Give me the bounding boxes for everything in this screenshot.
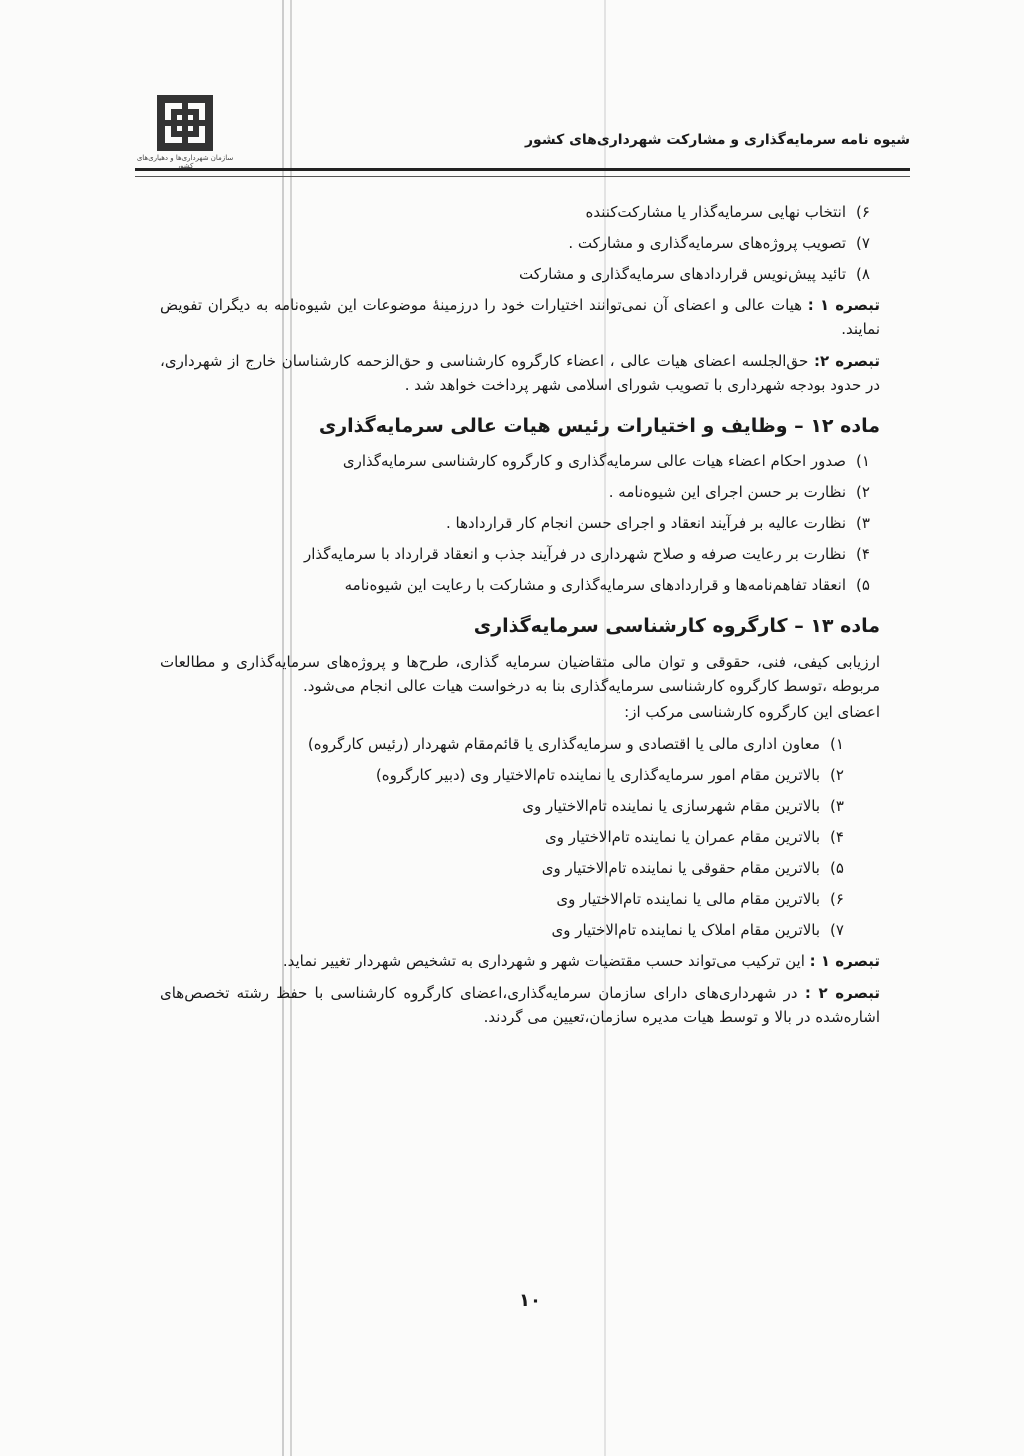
members-intro: اعضای این کارگروه کارشناسی مرکب از:: [624, 702, 880, 721]
list-item-number: ۶): [856, 203, 870, 221]
note-2: [160, 981, 880, 1029]
article-12-heading: ماده ۱۲ – وظایف و اختیارات رئیس هیات عالی سرمایه‌گذاری: [318, 415, 880, 437]
note-text: در شهرداری‌های دارای سازمان سرمایه‌گذاری،اعضای کارگروه کارشناسی با حفظ رشته تخصص‌های اشاره‌شده در بالا و توسط هیات مدیره سازمان،تعیین می گردند.: [160, 983, 880, 1026]
list-item-text: انتخاب نهایی سرمایه‌گذار یا مشارکت‌کننده: [585, 203, 846, 221]
list-item-text: معاون اداری مالی یا اقتصادی و سرمایه‌گذاری یا قائم‌مقام شهردار (رئیس کارگروه): [307, 734, 820, 753]
list-item-text: صدور احکام اعضاء هیات عالی سرمایه‌گذاری و کارگروه کارشناسی سرمایه‌گذاری: [342, 452, 846, 471]
organization-logo: [155, 93, 215, 153]
list-item: [160, 573, 880, 597]
article-12-list: [160, 449, 880, 597]
article-13-paragraph: ارزیابی کیفی، فنی، حقوقی و توان مالی متقاضیان سرمایه گذاری، طرح‌ها و پروژه‌های سرمایه‌گذاری و مطالعات مربوطه ،توسط کارگروه کارشناسی سرمایه‌گذاری بنا به درخواست هیات عالی انجام می‌شود.: [160, 652, 880, 695]
list-item-number: ۷): [856, 234, 870, 252]
page-header: [135, 88, 910, 180]
note-label: تبصره ۲:: [813, 352, 880, 370]
list-item-text: بالاترین مقام عمران یا نماینده تام‌الاختیار وی: [545, 827, 820, 846]
note-label: تبصره ۲ :: [804, 983, 880, 1002]
list-item-number: ۷): [830, 920, 844, 939]
note-1: [160, 293, 880, 341]
note-text: هیات عالی و اعضای آن نمی‌توانند اختیارات خود را درزمینهٔ موضوعات این شیوه‌نامه به دیگران تفویض نمایند.: [160, 296, 880, 338]
list-item-number: ۱): [856, 452, 870, 471]
note-1: [160, 949, 880, 973]
list-item: [160, 732, 880, 756]
list-item-text: نظارت بر رعایت صرفه و صلاح شهرداری در فرآیند جذب و انعقاد قرارداد با سرمایه‌گذار: [304, 545, 846, 564]
list-item-number: ۲): [856, 483, 870, 502]
list-item: [160, 887, 880, 911]
duties-list-continued: [160, 200, 880, 286]
article-13-heading: ماده ۱۳ – کارگروه کارشناسی سرمایه‌گذاری: [473, 615, 880, 638]
article-13-members-list: [160, 732, 880, 942]
list-item-text: بالاترین مقام امور سرمایه‌گذاری یا نماینده تام‌الاختیار وی (دبیر کارگروه): [375, 765, 820, 784]
list-item: [160, 200, 880, 224]
list-item-number: ۶): [830, 889, 844, 908]
logo-caption: سازمان شهرداری‌ها و دهیاری‌های کشور: [136, 154, 234, 170]
list-item-number: ۱): [830, 734, 844, 753]
page-content: [160, 200, 880, 1037]
list-item-text: بالاترین مقام حقوقی یا نماینده تام‌الاختیار وی: [541, 858, 820, 877]
list-item-number: ۸): [856, 265, 870, 283]
note-label: تبصره ۱ :: [807, 296, 880, 314]
list-item-text: بالاترین مقام مالی یا نماینده تام‌الاختیار وی: [556, 889, 820, 908]
list-item: [160, 825, 880, 849]
list-item: [160, 511, 880, 535]
list-item-text: بالاترین مقام شهرسازی یا نماینده تام‌الاختیار وی: [522, 796, 820, 815]
header-divider: [135, 168, 910, 177]
list-item: [160, 449, 880, 473]
list-item-text: تصویب پروژه‌های سرمایه‌گذاری و مشارکت .: [568, 234, 846, 252]
list-item: [160, 918, 880, 942]
list-item-text: نظارت بر حسن اجرای این شیوه‌نامه .: [608, 483, 846, 502]
list-item: [160, 856, 880, 880]
list-item: [160, 794, 880, 818]
note-2: [160, 349, 880, 397]
list-item-text: تائید پیش‌نویس قراردادهای سرمایه‌گذاری و مشارکت: [519, 265, 846, 283]
note-text: حق‌الجلسه اعضای هیات عالی ، اعضاء کارگروه کارشناسی و حق‌الزحمه کارشناسان خارج از شهرداری، در حدود بودجه شهرداری با تصویب شورای اسلامی شهر پرداخت خواهد شد .: [160, 352, 880, 394]
list-item-number: ۴): [830, 827, 844, 846]
list-item-number: ۵): [856, 576, 870, 595]
list-item-text: بالاترین مقام املاک یا نماینده تام‌الاختیار وی: [551, 920, 820, 939]
list-item: [160, 542, 880, 566]
page-number: ۱۰: [519, 1290, 541, 1311]
list-item: [160, 231, 880, 255]
list-item: [160, 480, 880, 504]
list-item-number: ۳): [856, 514, 870, 533]
list-item-number: ۳): [830, 796, 844, 815]
list-item-text: نظارت عالیه بر فرآیند انعقاد و اجرای حسن انجام کار قراردادها .: [446, 514, 846, 533]
list-item-number: ۴): [856, 545, 870, 564]
list-item: [160, 763, 880, 787]
note-label: تبصره ۱ :: [809, 951, 880, 970]
note-text: این ترکیب می‌تواند حسب مقتضیات شهر و شهرداری به تشخیص شهردار تغییر نماید.: [282, 951, 805, 970]
list-item-number: ۵): [830, 858, 844, 877]
list-item-text: انعقاد تفاهم‌نامه‌ها و قراردادهای سرمایه‌گذاری و مشارکت با رعایت این شیوه‌نامه: [344, 576, 846, 595]
document-title: شیوه نامه سرمایه‌گذاری و مشارکت شهرداری‌های کشور: [524, 132, 910, 148]
list-item-number: ۲): [830, 765, 844, 784]
list-item: [160, 262, 880, 286]
